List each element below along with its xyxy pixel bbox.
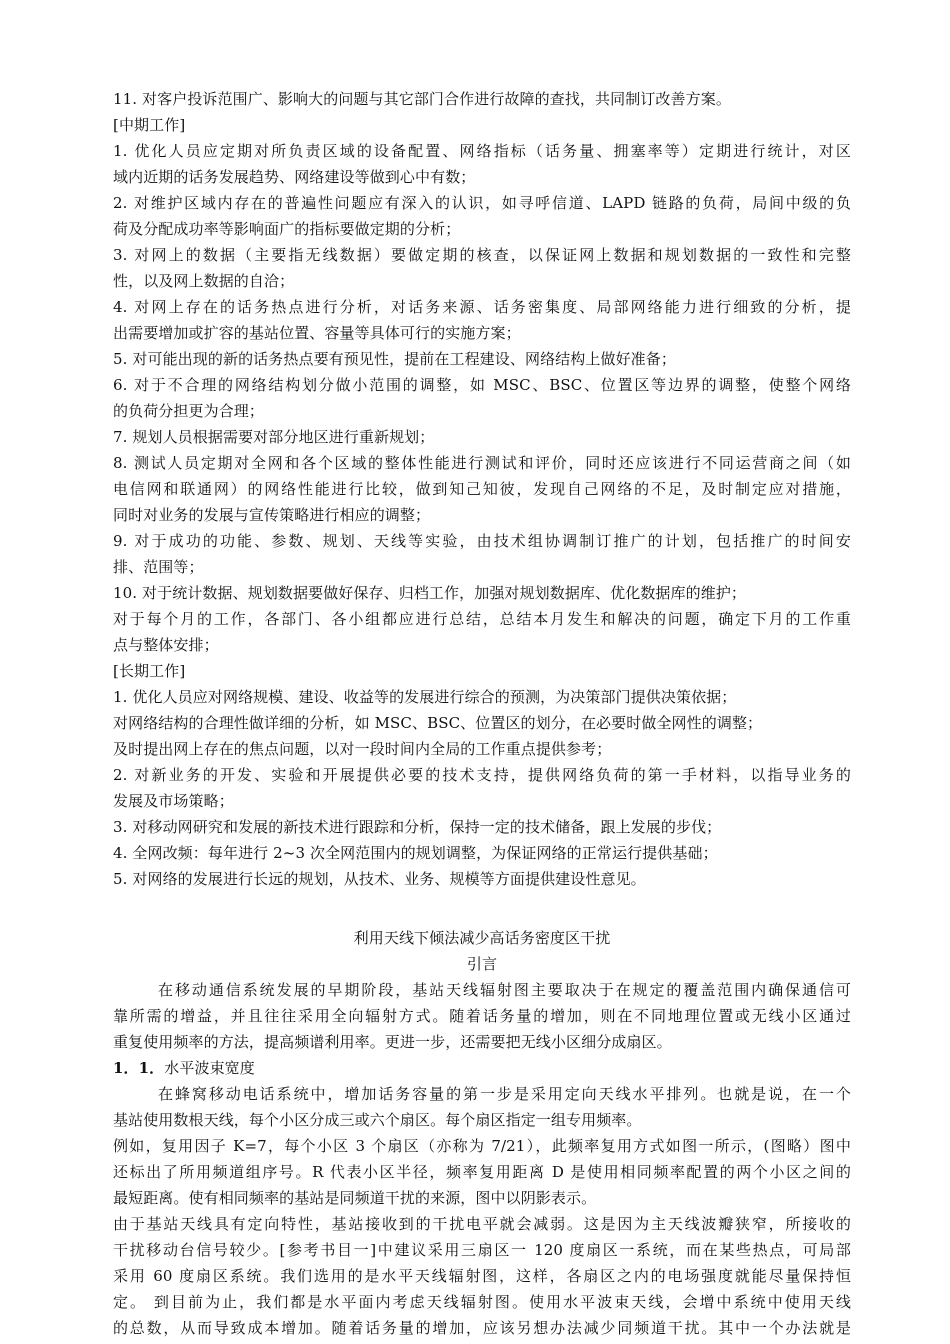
text-line: 对于每个月的工作，各部门、各小组都应进行总结，总结本月发生和解决的问题，确定下月的工作重 [113,610,851,628]
text-line: [中期工作] [113,116,186,134]
text-line: 9. 对于成功的功能、参数、规划、天线等实验，由技术组协调制订推广的计划，包括推广的时间安 [113,532,851,550]
text-line: 最短距离。使有相同频率的基站是同频道干扰的来源，图中以阴影表示。 [113,1189,597,1207]
text-line: 在蜂窝移动电话系统中，增加话务容量的第一步是采用定向天线水平排列。也就是说，在一个 [158,1085,851,1103]
intro-paragraph [113,977,851,1055]
text-line: 3. 对网上的数据（主要指无线数据）要做定期的核查，以保证网上数据和规划数据的一致性和完整 [113,246,851,264]
document-page [113,86,851,1341]
text-line: 5. 对可能出现的新的话务热点要有预见性，提前在工程建设、网络结构上做好准备； [113,350,676,368]
text-line: 3. 对移动网研究和发展的新技术进行跟踪和分析，保持一定的技术储备，跟上发展的步伐； [113,818,722,836]
text-line: 由于基站天线具有定向特性，基站接收到的干扰电平就会减弱。这是因为主天线波瓣狭窄，所接收的 [113,1215,851,1233]
text-line: 排、范围等； [113,558,204,576]
text-line: 1. 优化人员应对网络规模、建设、收益等的发展进行综合的预测，为决策部门提供决策依据； [113,688,737,706]
text-line: 点与整体安排； [113,636,219,654]
text-line: 性，以及网上数据的自洽； [113,272,295,290]
text-line: 4. 对网上存在的话务热点进行分析，对话务来源、话务密集度、局部网络能力进行细致的分析，提 [113,298,851,316]
body-paragraphs [113,1081,851,1341]
text-line: 重复使用频率的方法，提高频谱利用率。更进一步，还需要把无线小区细分成扇区。 [113,1033,672,1051]
text-line: 4. 全网改频：每年进行 2~3 次全网范围内的规划调整，为保证网络的正常运行提供基础； [113,844,718,862]
text-line: 例如，复用因子 K=7，每个小区 3 个扇区（亦称为 7/21），此频率复用方式如图一所示，(图略）图中 [113,1137,851,1155]
text-line: 荷及分配成功率等影响面广的指标要做定期的分析； [113,220,461,238]
text-line: 8. 测试人员定期对全网和各个区域的整体性能进行测试和评价，同时还应该进行不同运营商之间（如 [113,454,851,472]
text-line: 采用 60 度扇区系统。我们选用的是水平天线辐射图，这样，各扇区之内的电场强度就能尽量保持恒 [113,1267,851,1285]
text-line: 及时提出网上存在的焦点问题，以对一段时间内全局的工作重点提供参考； [113,740,612,758]
text-line: 电信网和联通网）的网络性能进行比较，做到知己知彼，发现自己网络的不足，及时制定应对措施， [113,480,851,498]
text-line: 还标出了所用频道组序号。R 代表小区半径，频率复用距离 D 是使用相同频率配置的两个小区之间的 [113,1163,851,1181]
text-line: 1. 优化人员应定期对所负责区域的设备配置、网络指标（话务量、拥塞率等）定期进行统计，对区 [113,142,851,160]
text-line: 基站使用数根天线，每个小区分成三或六个扇区。每个扇区指定一组专用频率。 [113,1111,642,1129]
text-line: 在移动通信系统发展的早期阶段，基站天线辐射图主要取决于在规定的覆盖范围内确保通信可 [158,981,851,999]
text-line: 干扰移动台信号较少。[参考书目一]中建议采用三扇区一 120 度扇区一系统，而在某些热点，可局部 [113,1241,851,1259]
text-line: 对网络结构的合理性做详细的分析，如 MSC、BSC、位置区的划分，在必要时做全网性的调整； [113,714,763,732]
text-line: 出需要增加或扩容的基站位置、容量等具体可行的实施方案； [113,324,521,342]
text-line: 发展及市场策略； [113,792,234,810]
text-line: 10. 对于统计数据、规划数据要做好保存、归档工作，加强对规划数据库、优化数据库的维护； [113,584,747,602]
text-line: 7. 规划人员根据需要对部分地区进行重新规划； [113,428,435,446]
text-line: 2. 对新业务的开发、实验和开展提供必要的技术支持，提供网络负荷的第一手材料，以指导业务的 [113,766,851,784]
text-line: 的负荷分担更为合理； [113,402,265,420]
text-line: 域内近期的话务发展趋势、网络建设等做到心中有数； [113,168,476,186]
text-line: 6. 对于不合理的网络结构划分做小范围的调整，如 MSC、BSC、位置区等边界的调整，使整个网络 [113,376,851,394]
text-line: 2. 对维护区域内存在的普遍性问题应有深入的认识，如寻呼信道、LAPD 链路的负荷，局间中级的负 [113,194,851,212]
text-line: 11. 对客户投诉范围广、影响大的问题与其它部门合作进行故障的查找，共同制订改善方案。 [113,90,731,108]
text-line: 同时对业务的发展与宣传策略进行相应的调整； [113,506,431,524]
text-line: 靠所需的增益，并且往往采用全向辐射方式。随着话务量的增加，则在不同地理位置或无线小区通过 [113,1007,851,1025]
work-plan-section [113,86,851,892]
section-title: 水平波束宽度 [164,1059,255,1077]
text-line: 定。 到目前为止，我们都是水平面内考虑天线辐射图。使用水平波束天线，会增中系统中使用天线 [113,1293,851,1311]
article-subtitle: 引言 [466,955,498,973]
text-line: [长期工作] [113,662,186,680]
section-gap [113,892,851,925]
text-line: 的总数，从而导致成本增加。随着话务量的增加，应该另想办法减少同频道干扰。其中一个办法就是 [113,1319,851,1337]
section-heading [113,1055,851,1081]
text-line: 5. 对网络的发展进行长远的规划，从技术、业务、规模等方面提供建设性意见。 [113,870,646,888]
section-number: 1．1． [113,1059,165,1077]
article-title: 利用天线下倾法减少高话务密度区干扰 [353,929,611,947]
